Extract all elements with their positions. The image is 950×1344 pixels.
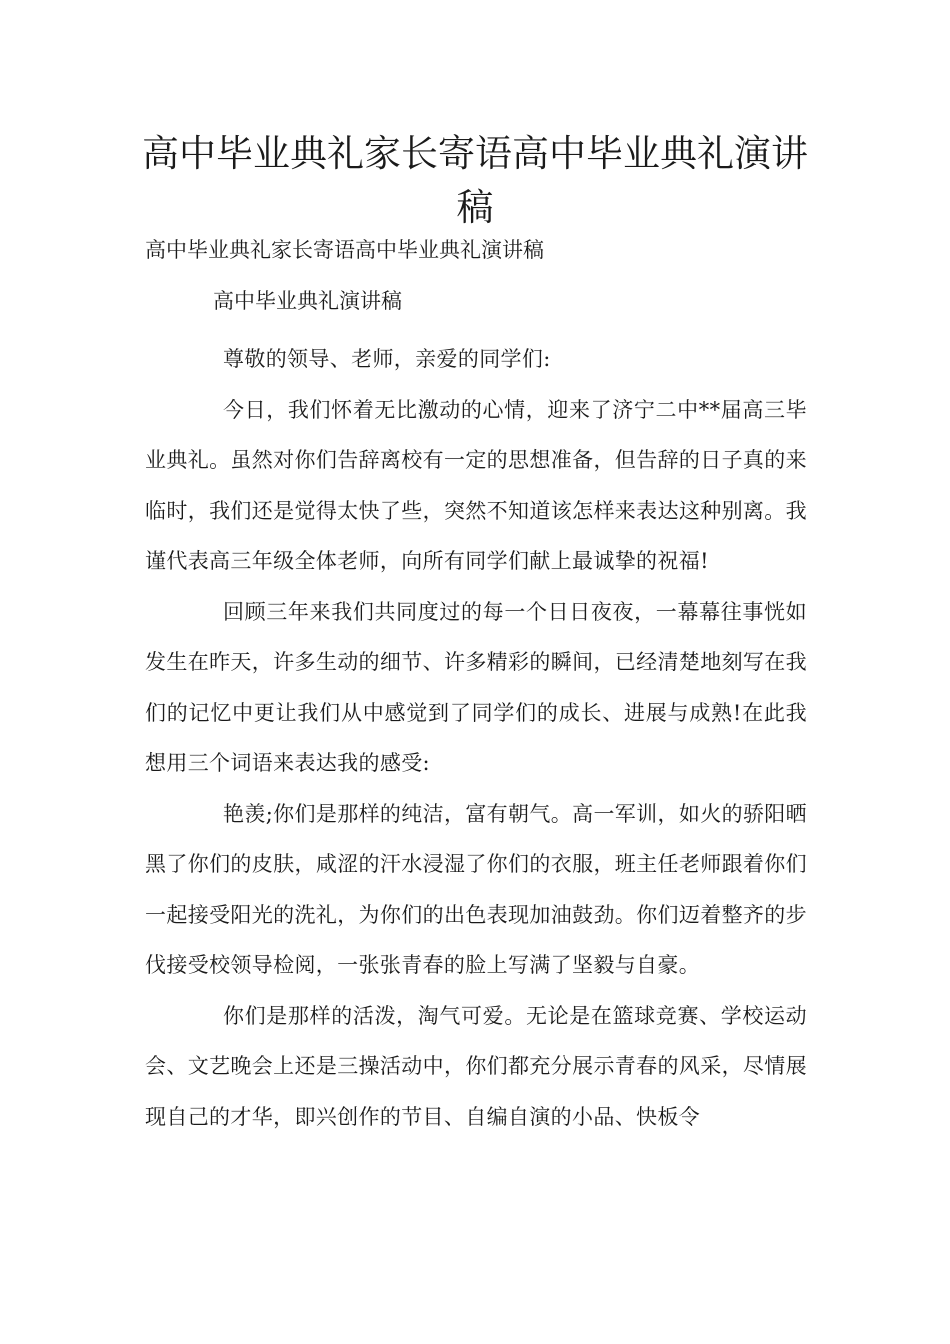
document-subtitle: 高中毕业典礼家长寄语高中毕业典礼演讲稿 [145, 238, 544, 262]
paragraph-lively: 你们是那样的活泼，淘气可爱。无论是在篮球竞赛、学校运动会、文艺晚会上还是三操活动中，你们都充分展示青春的风采，尽情展现自己的才华，即兴创作的节目、自编自演的小品、快板令 [145, 1003, 807, 1129]
paragraph-review: 回顾三年来我们共同度过的每一个日日夜夜，一幕幕往事恍如发生在昨天，许多生动的细节、许多精彩的瞬间，已经清楚地刻写在我们的记忆中更让我们从中感觉到了同学们的成长、进展与成熟!在此我想用三个词语来表达我的感受: [145, 599, 807, 775]
document-body [145, 334, 807, 1142]
section-heading: 高中毕业典礼演讲稿 [213, 289, 402, 313]
paragraph-opening: 今日，我们怀着无比激动的心情，迎来了济宁二中**届高三毕业典礼。虽然对你们告辞离校有一定的思想准备，但告辞的日子真的来临时，我们还是觉得太快了些，突然不知道该怎样来表达这种别离。我谨代表高三年级全体老师，向所有同学们献上最诚挚的祝福! [145, 397, 807, 573]
paragraph-envy: 艳羡;你们是那样的纯洁，富有朝气。高一军训，如火的骄阳晒黑了你们的皮肤，咸涩的汗水浸湿了你们的衣服，班主任老师跟着你们一起接受阳光的洗礼，为你们的出色表现加油鼓劲。你们迈着整齐的步伐接受校领导检阅，一张张青春的脸上写满了坚毅与自豪。 [145, 801, 807, 977]
document-title: 高中毕业典礼家长寄语高中毕业典礼演讲稿 [142, 132, 808, 229]
paragraph-greeting: 尊敬的领导、老师，亲爱的同学们: [223, 347, 551, 371]
